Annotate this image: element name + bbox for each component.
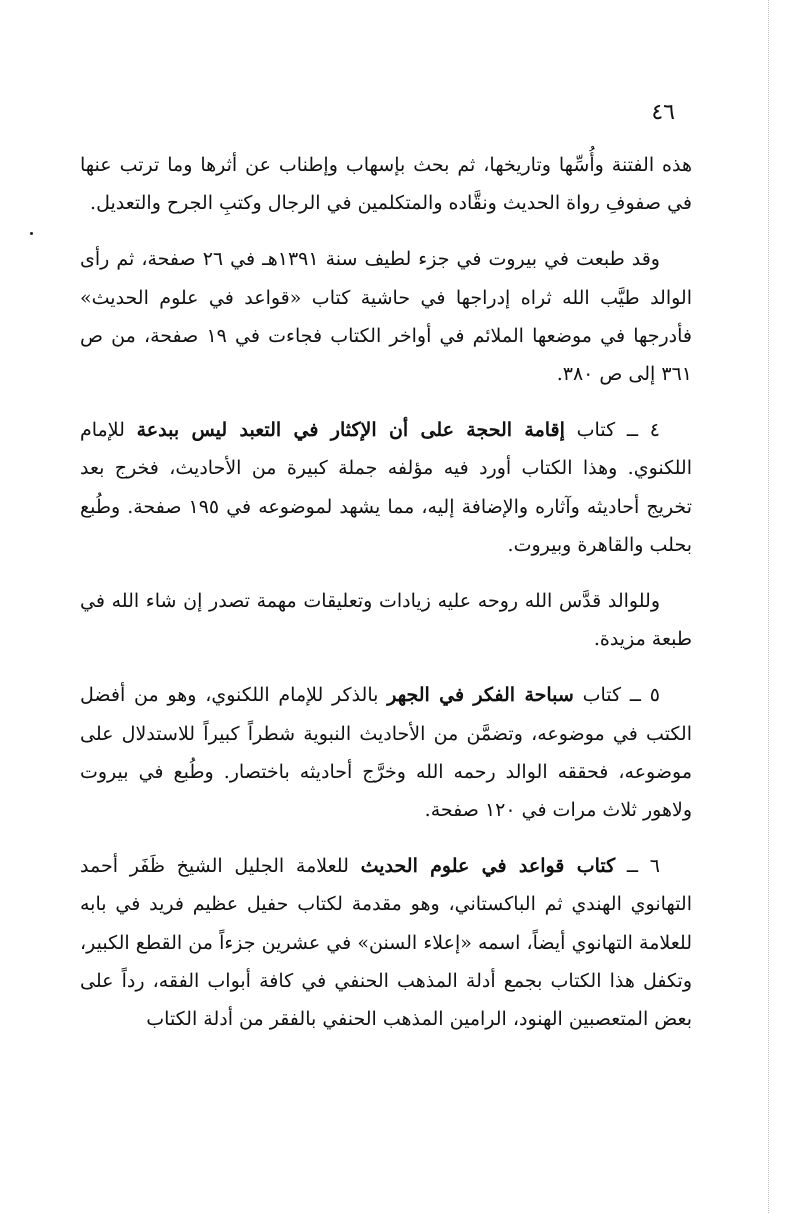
body-text xyxy=(80,146,692,1038)
item-5-prefix: ٥ ــ كتاب xyxy=(573,684,660,707)
paragraph-6 xyxy=(80,847,692,1038)
item-6-prefix: ٦ ــ xyxy=(615,855,660,878)
stray-ink-dot xyxy=(30,232,33,235)
item-5-book-title: سباحة الفكر في الجهر xyxy=(387,684,574,707)
binding-edge-line xyxy=(768,0,769,1213)
item-4-text: للإمام اللكنوي. وهذا الكتاب أورد فيه مؤلفه جملة كبيرة من الأحاديث، فخرج بعد تخريج أحاديثه وآثاره والإضافة إليه، مما يشهد لموضوعه في ١٩٥ صفحة. وطُبع بحلب والقاهرة وبيروت. xyxy=(80,419,692,556)
item-4-prefix: ٤ ــ كتاب xyxy=(564,419,660,442)
item-6-text: للعلامة الجليل الشيخ ظَفَر أحمد التهانوي الهندي ثم الباكستاني، وهو مقدمة لكتاب حفيل عظيم فريد في بابه للعلامة التهانوي أيضاً، اسمه «إعلاء السنن» في عشرين جزءاً من القطع الكبير، وتكفل هذا الكتاب بجمع أدلة المذهب الحنفي في كافة أبواب الفقه، رداً على بعض المتعصبين الهنود، الرامين المذهب الحنفي بالفقر من أدلة الكتاب xyxy=(80,855,692,1031)
item-6-book-title: كتاب قواعد في علوم الحديث xyxy=(360,855,616,878)
paragraph-1-text: هذه الفتنة وأُسِّها وتاريخها، ثم بحث بإسهاب وإطناب عن أثرها وما ترتب عنها في صفوفِ رواة الحديث ونقَّاده والمتكلمين في الرجال وكتبِ الجرح والتعديل. xyxy=(80,154,692,215)
page-number: ٤٦ xyxy=(651,100,675,125)
item-5-text: بالذكر للإمام اللكنوي، وهو من أفضل الكتب في موضوعه، وتضمَّن من الأحاديث النبوية شطراً كبيراً للاستدلال على موضوعه، فحققه الوالد رحمه الله وخرَّج أحاديثه باختصار. وطُبع في بيروت ولاهور ثلاث مرات في ١٢٠ صفحة. xyxy=(80,684,692,822)
item-4-book-title: إقامة الحجة على أن الإكثار في التعبد ليس ببدعة xyxy=(136,419,565,442)
paragraph-4-text: وللوالد قدَّس الله روحه عليه زيادات وتعليقات مهمة تصدر إن شاء الله في طبعة مزيدة. xyxy=(80,590,692,651)
paragraph-2-text: وقد طبعت في بيروت في جزء لطيف سنة ١٣٩١هـ في ٢٦ صفحة، ثم رأى الوالد طيَّب الله ثراه إدراجها في حاشية كتاب «قواعد في علوم الحديث» فأدرجها في موضعها الملائم في أواخر الكتاب فجاءت في ١٩ صفحة، من ص ٣٦١ إلى ص ٣٨٠. xyxy=(80,248,693,386)
paragraph-3 xyxy=(80,411,692,564)
paragraph-2 xyxy=(80,240,692,393)
paragraph-4 xyxy=(80,582,692,658)
paragraph-1 xyxy=(80,146,692,222)
paragraph-5 xyxy=(80,676,692,829)
